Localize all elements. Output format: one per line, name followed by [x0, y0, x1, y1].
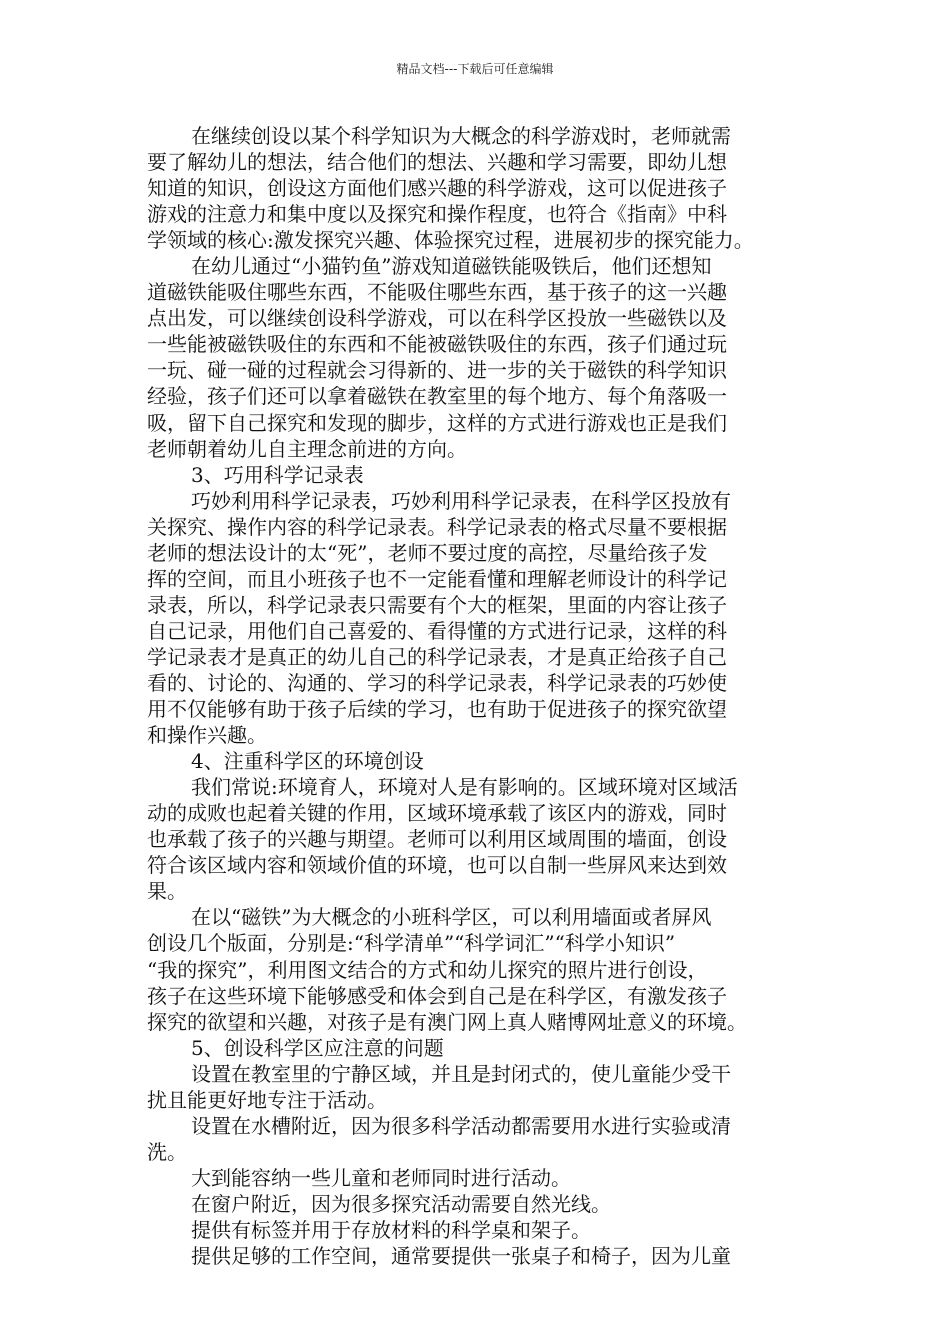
text-line: 道磁铁能吸住哪些东西，不能吸住哪些东西，基于孩子的这一兴趣 — [147, 280, 727, 305]
text-line: 5、创设科学区应注意的问题 — [191, 1035, 444, 1060]
text-line: 挥的空间，而且小班孩子也不一定能看懂和理解老师设计的科学记 — [147, 566, 727, 591]
text-line: 一玩、碰一碰的过程就会习得新的、进一步的关于磁铁的科学知识 — [147, 358, 727, 383]
text-line: 经验，孩子们还可以拿着磁铁在教室里的每个地方、每个角落吸一 — [147, 384, 727, 409]
text-line: 和操作兴趣。 — [147, 723, 267, 748]
text-line: 扰且能更好地专注于活动。 — [147, 1087, 387, 1112]
text-line: 动的成败也起着关键的作用，区域环境承载了该区内的游戏，同时 — [147, 801, 727, 826]
document-body — [147, 123, 815, 1269]
text-line: 在窗户附近，因为很多探究活动需要自然光线。 — [191, 1191, 611, 1216]
text-line: 学领域的核心:激发探究兴趣、体验探究过程，进展初步的探究能力。 — [147, 228, 754, 253]
text-line: 学记录表才是真正的幼儿自己的科学记录表，才是真正给孩子自己 — [147, 644, 727, 669]
text-line: 老师的想法设计的太“死”，老师不要过度的高控，尽量给孩子发 — [147, 540, 708, 565]
text-line: 要了解幼儿的想法，结合他们的想法、兴趣和学习需要，即幼儿想 — [147, 150, 727, 175]
text-line: 提供足够的工作空间，通常要提供一张桌子和椅子，因为儿童 — [191, 1244, 731, 1269]
text-line: 设置在教室里的宁静区域，并且是封闭式的，使儿童能少受干 — [191, 1061, 731, 1086]
text-line: 符合该区域内容和领域价值的环境，也可以自制一些屏风来达到效 — [147, 853, 727, 878]
text-line: 知道的知识，创设这方面他们感兴趣的科学游戏，这可以促进孩子 — [147, 176, 727, 201]
text-line: 在幼儿通过“小猫钓鱼”游戏知道磁铁能吸铁后，他们还想知 — [191, 254, 712, 279]
text-line: 录表，所以，科学记录表只需要有个大的框架，里面的内容让孩子 — [147, 592, 727, 617]
text-line: 探究的欲望和兴趣，对孩子是有澳门网上真人赌博网址意义的环境。 — [147, 1009, 747, 1034]
text-line: 我们常说:环境育人，环境对人是有影响的。区域环境对区域活 — [191, 775, 738, 800]
text-line: “我的探究”，利用图文结合的方式和幼儿探究的照片进行创设， — [147, 957, 708, 982]
text-line: 设置在水槽附近，因为很多科学活动都需要用水进行实验或清 — [191, 1113, 731, 1138]
page-header: 精品文档---下载后可任意编辑 — [396, 62, 554, 76]
text-line: 提供有标签并用于存放材料的科学桌和架子。 — [191, 1217, 591, 1242]
text-line: 在继续创设以某个科学知识为大概念的科学游戏时，老师就需 — [191, 124, 731, 148]
text-line: 孩子在这些环境下能够感受和体会到自己是在科学区，有激发孩子 — [147, 983, 727, 1008]
text-line: 游戏的注意力和集中度以及探究和操作程度，也符合《指南》中科 — [147, 202, 727, 227]
text-line: 一些能被磁铁吸住的东西和不能被磁铁吸住的东西，孩子们通过玩 — [147, 332, 727, 357]
text-line: 也承载了孩子的兴趣与期望。老师可以利用区域周围的墙面，创设 — [147, 827, 727, 852]
text-line: 果。 — [147, 879, 187, 904]
text-line: 3、巧用科学记录表 — [191, 462, 364, 487]
text-line: 巧妙利用科学记录表，巧妙利用科学记录表，在科学区投放有 — [191, 488, 731, 513]
text-line: 4、注重科学区的环境创设 — [191, 749, 424, 774]
text-line: 吸，留下自己探究和发现的脚步，这样的方式进行游戏也正是我们 — [147, 410, 727, 435]
text-line: 老师朝着幼儿自主理念前进的方向。 — [147, 436, 467, 461]
text-line: 创设几个版面，分别是:“科学清单”“科学词汇”“科学小知识” — [147, 931, 676, 956]
text-line: 在以“磁铁”为大概念的小班科学区，可以利用墙面或者屏风 — [191, 905, 712, 930]
text-line: 点出发，可以继续创设科学游戏，可以在科学区投放一些磁铁以及 — [147, 306, 727, 331]
text-line: 自己记录，用他们自己喜爱的、看得懂的方式进行记录，这样的科 — [147, 618, 727, 643]
text-line: 洗。 — [147, 1139, 187, 1164]
text-line: 看的、讨论的、沟通的、学习的科学记录表，科学记录表的巧妙使 — [147, 670, 727, 695]
text-line: 关探究、操作内容的科学记录表。科学记录表的格式尽量不要根据 — [147, 514, 727, 539]
text-line: 大到能容纳一些儿童和老师同时进行活动。 — [191, 1165, 571, 1190]
text-line: 用不仅能够有助于孩子后续的学习，也有助于促进孩子的探究欲望 — [147, 697, 727, 722]
